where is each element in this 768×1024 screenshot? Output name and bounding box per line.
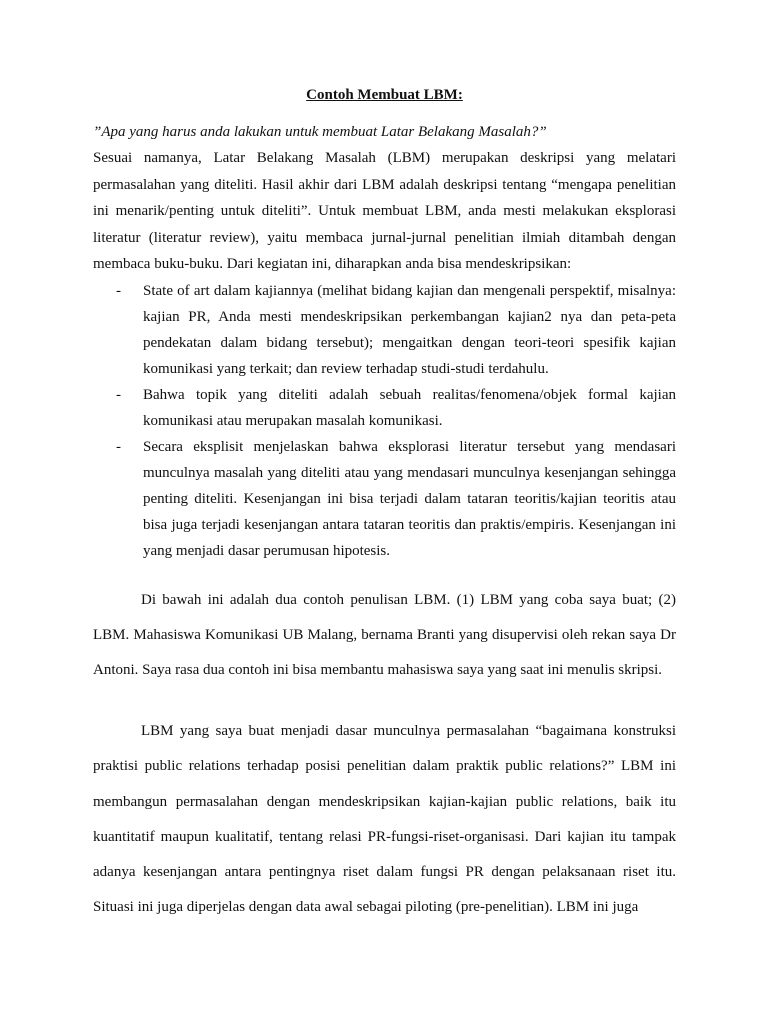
intro-paragraph: Sesuai namanya, Latar Belakang Masalah (LBM) merupakan deskripsi yang melatari permasalahan yang diteliti. Hasil akhir dari LBM adalah deskripsi tentang “mengapa penelitian ini menarik/penting untuk diteliti”. Untuk membuat LBM, anda mesti melakukan eksplorasi literatur (literatur review), yaitu membaca jurnal-jurnal penelitian ilmiah ditambah dengan membaca buku-buku. Dari kegiatan ini, diharapkan anda bisa mendeskripsikan: xyxy=(93,150,676,272)
list-item xyxy=(93,434,676,564)
bullet-text: State of art dalam kajiannya (melihat bidang kajian dan mengenali perspektif, misalnya: kajian PR, Anda mesti mendeskripsikan perkembangan kajian2 nya dan peta-peta pendekatan dalam bidang tersebut); mengaitkan dengan teori-teori spesifik kajian komunikasi yang terkait; dan review terhadap studi-studi terdahulu. xyxy=(143,282,676,377)
list-item xyxy=(93,278,676,382)
bullet-text: Secara eksplisit menjelaskan bahwa eksplorasi literatur tersebut yang mendasari munculnya masalah yang diteliti atau yang mendasari munculnya kesenjangan sehingga penting diteliti. Kesenjangan ini bisa terjadi dalam tataran teoritis/kajian teoritis atau bisa juga terjadi kesenjangan antara tataran teoritis dan praktis/empiris. Kesenjangan ini yang menjadi dasar perumusan hipotesis. xyxy=(143,439,676,560)
document-title: Contoh Membuat LBM: xyxy=(306,87,463,103)
lbm-paragraph: LBM yang saya buat menjadi dasar munculnya permasalahan “bagaimana konstruksi praktisi public relations terhadap posisi penelitian dalam praktik public relations?” LBM ini membangun permasalahan dengan mendeskripsikan kajian-kajian public relations, baik itu kuantitatif maupun kualitatif, tentang relasi PR-fungsi-riset-organisasi. Dari kajian itu tampak adanya kesenjangan antara pentingnya riset dalam fungsi PR dengan pelaksanaan riset itu. Situasi ini juga diperjelas dengan data awal sebagai piloting (pre-penelitian). LBM ini juga xyxy=(93,723,676,916)
bullet-dash: - xyxy=(116,386,121,403)
bullet-list xyxy=(93,278,676,565)
bullet-dash: - xyxy=(116,282,121,299)
list-item xyxy=(93,382,676,434)
bullet-dash: - xyxy=(116,439,121,456)
bullet-text: Bahwa topik yang diteliti adalah sebuah realitas/fenomena/objek formal kajian komunikasi atau merupakan masalah komunikasi. xyxy=(143,386,676,429)
guiding-question: ”Apa yang harus anda lakukan untuk membuat Latar Belakang Masalah?” xyxy=(93,124,547,140)
spacer xyxy=(93,688,676,714)
spacer xyxy=(93,565,676,583)
examples-paragraph: Di bawah ini adalah dua contoh penulisan LBM. (1) LBM yang coba saya buat; (2) LBM. Mahasiswa Komunikasi UB Malang, bernama Branti yang disupervisi oleh rekan saya Dr Antoni. Saya rasa dua contoh ini bisa membantu mahasiswa saya yang saat ini menulis skripsi. xyxy=(93,591,676,678)
